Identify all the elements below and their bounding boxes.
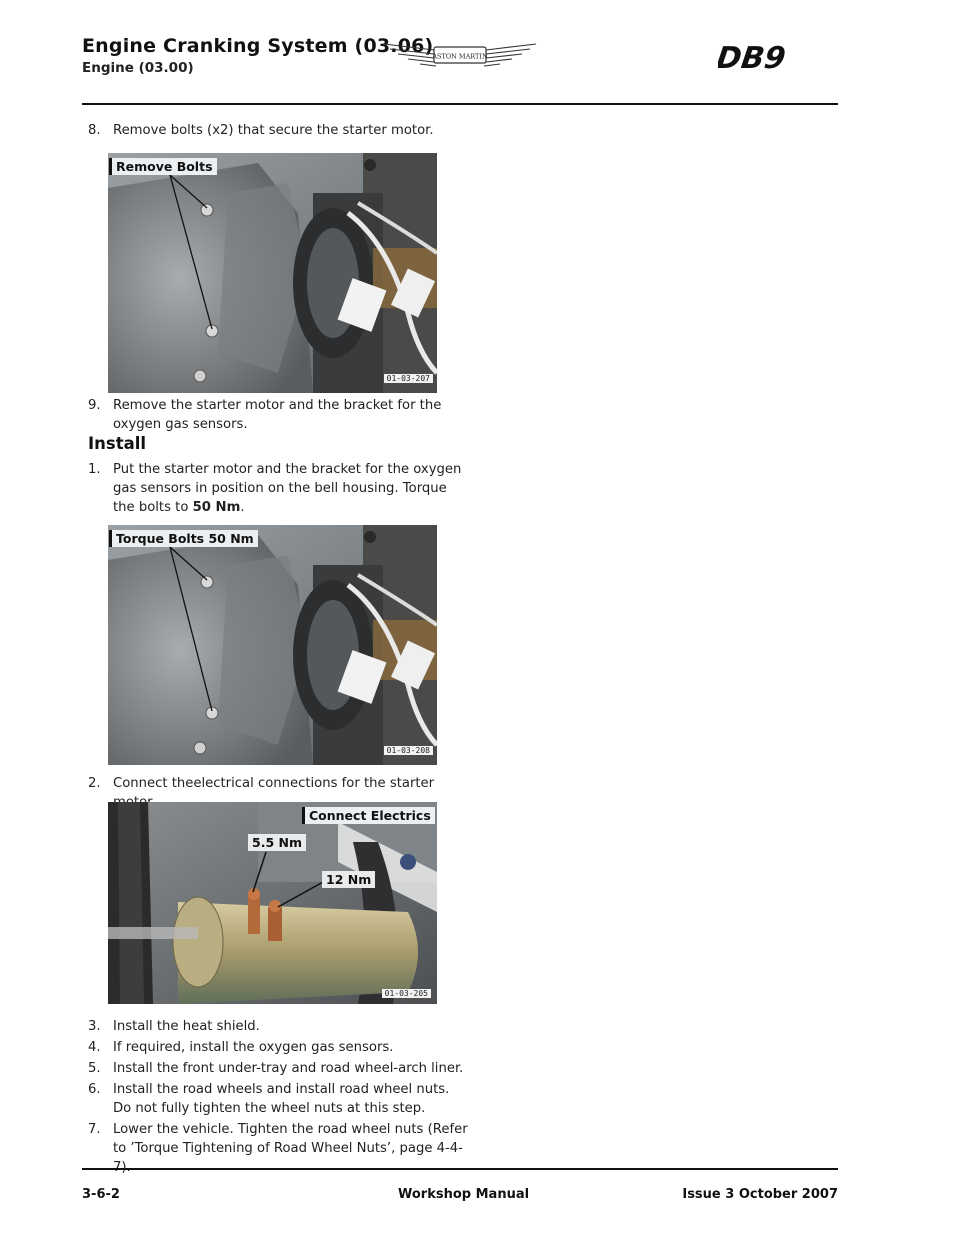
step-number: 4. (88, 1040, 101, 1055)
figure-reference: 01-03-207 (384, 374, 433, 383)
step-text-after: . (240, 500, 245, 515)
step-text (113, 460, 468, 517)
section-heading-install: Install (88, 434, 147, 453)
install-step-6 (88, 1080, 468, 1118)
step-number: 8. (88, 123, 101, 138)
step-text: Connect theelectrical connections for the starter (113, 776, 435, 791)
footer-rule (82, 1168, 838, 1170)
step-text: Lower the vehicle. Tighten the road wheel nuts (Refer to ’Torque Tightening of Road Wheel Nuts’, page 4-4- (113, 1122, 468, 1156)
install-step-5 (88, 1059, 468, 1078)
model-logo-text: DB9 (718, 41, 788, 76)
figure-callout: Connect Electrics (302, 807, 435, 824)
step-number: 9. (88, 398, 101, 413)
header-title: Engine Cranking System (03.06) (82, 35, 434, 57)
aston-martin-wings-logo (382, 38, 538, 72)
db9-model-logo (718, 34, 840, 80)
photo-connect-electrics (108, 802, 437, 1004)
torque-value: 50 Nm (192, 500, 241, 515)
figure-reference: 01-03-208 (384, 746, 433, 755)
step-text: Install the front under-tray and road wheel-arch liner. (113, 1061, 464, 1076)
step-text: Remove the starter motor and the bracket for the oxygen gas sensors. (113, 398, 442, 432)
photo-remove-bolts (108, 153, 437, 393)
photo-torque-bolts (108, 525, 437, 765)
figure-reference: 01-03-205 (382, 989, 431, 998)
install-step-3 (88, 1017, 468, 1036)
manual-name: Workshop Manual (398, 1187, 530, 1202)
logo-text: ASTON MARTIN (432, 52, 488, 61)
step-text: Install the heat shield. (113, 1019, 260, 1034)
step-text: If required, install the oxygen gas sensors. (113, 1040, 394, 1055)
step-number: 6. (88, 1082, 101, 1097)
torque-callout-5-5: 5.5 Nm (248, 834, 306, 851)
header-subtitle: Engine (03.00) (82, 60, 194, 76)
issue-date: Issue 3 October 2007 (682, 1187, 838, 1202)
step-number: 7. (88, 1122, 101, 1137)
step-number: 3. (88, 1019, 101, 1034)
figure-callout: Torque Bolts 50 Nm (109, 530, 258, 547)
install-step-4 (88, 1038, 468, 1057)
step-text: Install the road wheels and install road wheel nuts. Do not fully tighten the wheel nuts at this step. (113, 1082, 450, 1116)
step-number: 2. (88, 776, 101, 791)
step-number: 5. (88, 1061, 101, 1076)
step-text: Remove bolts (x2) that secure the starter motor. (113, 123, 434, 138)
install-step-1 (88, 460, 468, 517)
torque-callout-12: 12 Nm (322, 871, 375, 888)
step-9 (88, 396, 468, 434)
step-number: 1. (88, 462, 101, 477)
step-8 (88, 121, 468, 140)
figure-callout: Remove Bolts (109, 158, 217, 175)
step-text-before: Put the starter motor and the bracket for the oxygen gas sensors in position on the bell housing. Torque the bolts to (113, 462, 462, 515)
header-rule (82, 103, 838, 105)
page-number: 3-6-2 (82, 1187, 120, 1202)
